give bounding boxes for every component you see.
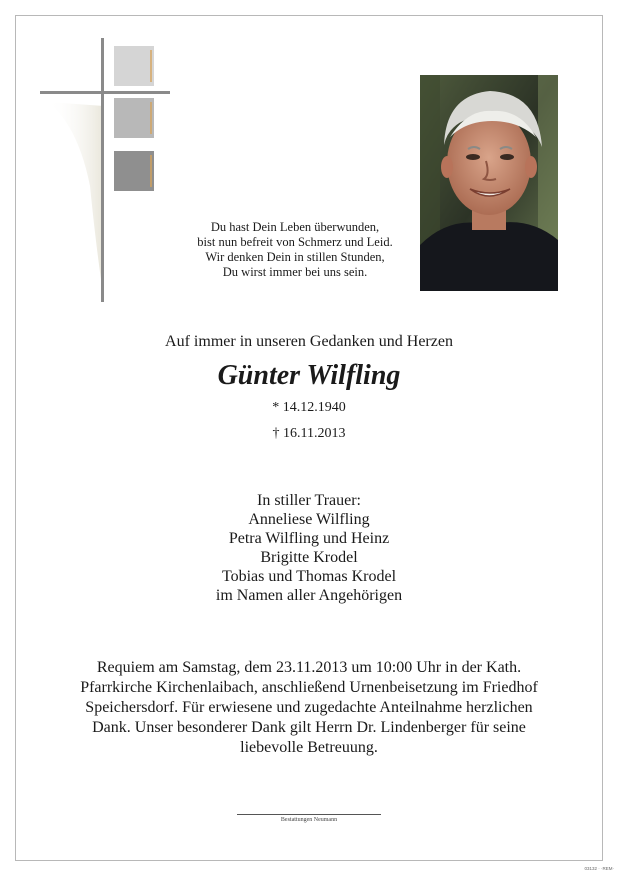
portrait-photo <box>420 75 558 291</box>
birth-date: * 14.12.1940 <box>272 400 346 415</box>
mourner-line: im Namen aller Angehörigen <box>215 587 403 604</box>
mourner-line: Petra Wilfling und Heinz <box>228 530 390 547</box>
print-code: 03132 · ·REM· <box>584 866 614 871</box>
notice-line: liebevolle Betreuung. <box>240 739 378 756</box>
footer-divider <box>237 814 381 815</box>
poem-line: Du wirst immer bei uns sein. <box>222 265 368 279</box>
notice-line: Dank. Unser besonderer Dank gilt Herrn Dr. Lindenberger für seine <box>92 719 526 736</box>
death-date: † 16.11.2013 <box>272 426 346 441</box>
notice-line: Speichersdorf. Für erwiesene und zugedachte Anteilnahme herzlichen <box>85 699 533 716</box>
mourners-list <box>15 491 603 605</box>
mourner-line: Anneliese Wilfling <box>248 511 370 528</box>
memorial-poem <box>180 220 410 280</box>
poem-line: Wir denken Dein in stillen Stunden, <box>205 250 385 264</box>
notice-line: Pfarrkirche Kirchenlaibach, anschließend Urnenbeisetzung im Friedhof <box>80 679 538 696</box>
funeral-home-label: Bestattungen Neumann <box>280 817 338 823</box>
mourner-line: Brigitte Krodel <box>260 549 358 566</box>
mourner-line: In stiller Trauer: <box>257 492 361 509</box>
mourner-line: Tobias und Thomas Krodel <box>221 568 397 585</box>
poem-line: Du hast Dein Leben überwunden, <box>210 220 380 234</box>
cross-icon <box>38 36 173 306</box>
deceased-name: Günter Wilfling <box>217 360 401 391</box>
poem-line: bist nun befreit von Schmerz und Leid. <box>197 235 393 249</box>
memorial-intro: Auf immer in unseren Gedanken und Herzen <box>165 333 453 350</box>
funeral-notice <box>60 658 558 758</box>
notice-line: Requiem am Samstag, dem 23.11.2013 um 10:00 Uhr in der Kath. <box>96 659 522 676</box>
